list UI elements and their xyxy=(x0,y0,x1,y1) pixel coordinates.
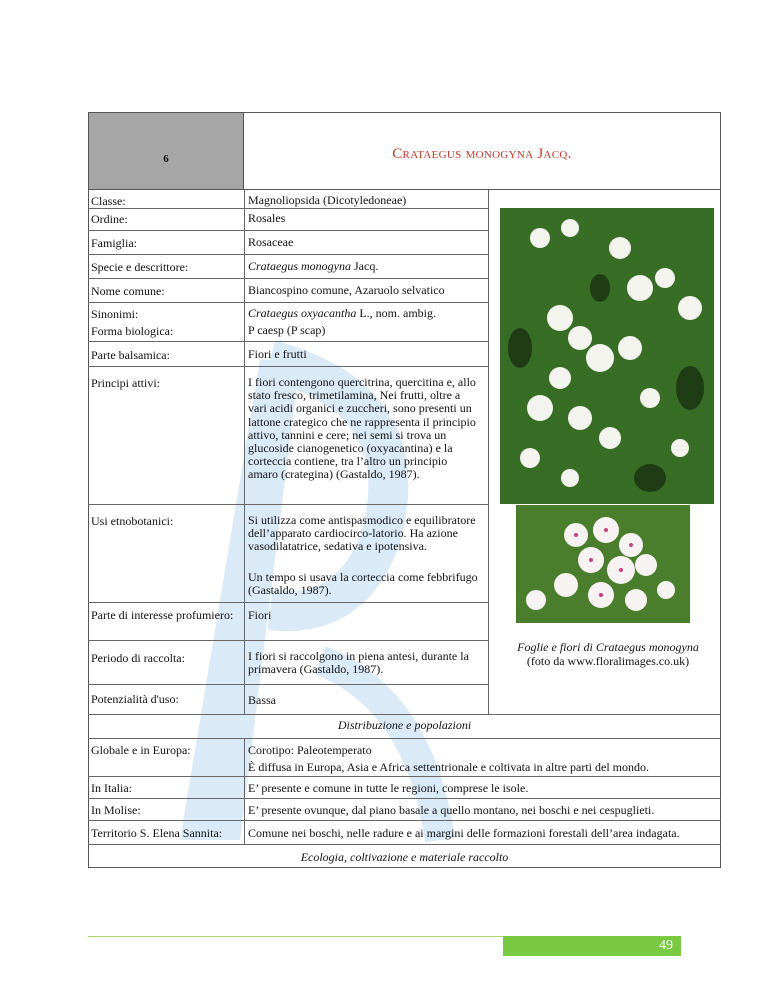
photo-caption xyxy=(495,640,721,668)
label-specie: Specie e descrittore: xyxy=(91,260,189,274)
label-parte-profumiero: Parte di interesse profumiero: xyxy=(91,608,234,622)
dist-value-molise: E’ presente ovunque, dal piano basale a quello montano, nei boschi e nei cespuglieti. xyxy=(248,803,655,817)
dist-value-globale-2: È diffusa in Europa, Asia e Africa settentrionale e coltivata in altre parti del mondo. xyxy=(248,760,649,774)
label-sinonimi: Sinonimi: xyxy=(91,307,139,321)
value-specie xyxy=(248,260,480,273)
value-sinonimi-rest: L., nom. ambig. xyxy=(356,306,436,320)
label-classe: Classe: xyxy=(91,194,126,208)
label-periodo-raccolta: Periodo di raccolta: xyxy=(91,651,185,665)
dist-value-territorio: Comune nei boschi, nelle radure e ai margini delle formazioni forestali dell’area indagata. xyxy=(248,826,680,840)
label-ordine: Ordine: xyxy=(91,212,128,226)
species-number: 6 xyxy=(163,153,169,165)
value-usi-etnobotanici-2: Un tempo si usava la corteccia come febbrifugo (Gastaldo, 1987). xyxy=(248,570,478,598)
page-number: 49 xyxy=(659,938,673,953)
photo-caption-italic: Foglie e fiori di Crataegus monogyna xyxy=(517,640,699,654)
value-potenzialita: Bassa xyxy=(248,693,276,707)
dist-value-italia: E’ presente e comune in tutte le regioni, comprese le isole. xyxy=(248,781,529,795)
label-potenzialita: Potenzialità d'uso: xyxy=(91,692,179,706)
value-specie-italic: Crataegus monogyna xyxy=(248,259,351,273)
label-principi-attivi: Principi attivi: xyxy=(91,376,160,390)
value-principi-attivi: I fiori contengono quercitrina, quercitina e, allo stato fresco, trimetilamina, Nei frutti, oltre a vari acidi organici e zuccheri, sono presenti un lattone crategico che ne rappresenta il principio attivo, tannini e cere; nei semi si trova un glucoside cianogenetico (oxyacantina) e la corteccia contiene, tra l’altro un principio amaro (crategina) (Gastaldo, 1987). xyxy=(248,375,476,482)
dist-value-globale-1: Corotipo: Paleotemperato xyxy=(248,743,372,757)
label-parte-balsamica: Parte balsamica: xyxy=(91,348,170,362)
value-sinonimi-italic: Crataegus oxyacantha xyxy=(248,306,357,320)
value-classe: Magnoliopsida (Dicotyledoneae) xyxy=(248,193,407,207)
hawthorn-photo-leaves xyxy=(500,208,714,504)
dist-label-italia: In Italia: xyxy=(91,781,132,795)
label-famiglia: Famiglia: xyxy=(91,236,137,250)
dist-label-molise: In Molise: xyxy=(91,803,141,817)
value-nome-comune: Biancospino comune, Azaruolo selvatico xyxy=(248,283,445,297)
column-divider xyxy=(244,190,245,714)
value-famiglia: Rosaceae xyxy=(248,235,294,249)
value-usi-etnobotanici: Si utilizza come antispasmodico e equilibratore dell’apparato cardiocirco-latorio. Ha azione vasodilatatrice, sedativa e ipotensiva. xyxy=(248,513,476,554)
label-forma-biologica: Forma biologica: xyxy=(91,324,174,338)
dist-label-globale: Globale e in Europa: xyxy=(91,743,191,757)
value-forma-biologica: P caesp (P scap) xyxy=(248,323,326,337)
value-sinonimi xyxy=(248,307,480,320)
value-ordine: Rosales xyxy=(248,211,286,225)
value-specie-rest: Jacq. xyxy=(351,259,379,273)
section-distribuzione: Distribuzione e popolazioni xyxy=(337,718,472,732)
species-title-cell xyxy=(244,112,721,190)
value-periodo-raccolta: I fiori si raccolgono in piena antesi, durante la primavera (Gastaldo, 1987). xyxy=(248,649,469,677)
section-ecologia: Ecologia, coltivazione e materiale raccolto xyxy=(300,850,509,864)
label-nome-comune: Nome comune: xyxy=(91,284,165,298)
label-usi-etnobotanici: Usi etnobotanici: xyxy=(91,514,174,528)
hawthorn-photo-flowers xyxy=(516,505,690,623)
photo-caption-source: (foto da www.floralimages.co.uk) xyxy=(526,654,690,668)
dist-label-territorio: Territorio S. Elena Sannita: xyxy=(91,826,223,840)
species-number-cell xyxy=(88,112,244,190)
page-number-box xyxy=(503,936,681,956)
column-divider-photo xyxy=(488,190,489,714)
value-parte-balsamica: Fiori e frutti xyxy=(248,347,307,361)
value-parte-profumiero: Fiori xyxy=(248,608,272,622)
species-title: Crataegus monogyna Jacq. xyxy=(392,146,572,162)
